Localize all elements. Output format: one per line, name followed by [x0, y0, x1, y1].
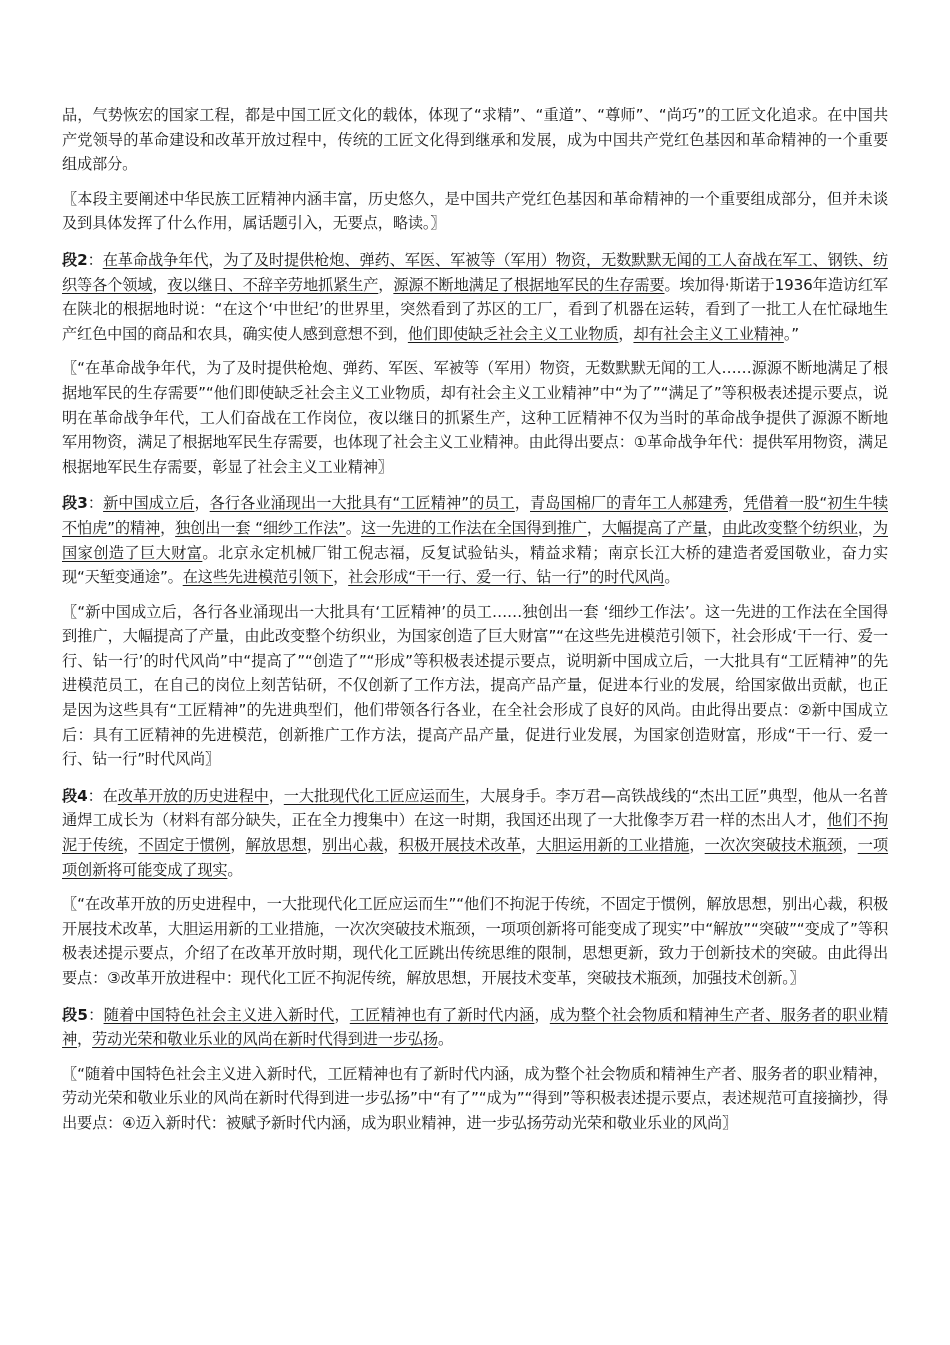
text-run: ，	[160, 518, 176, 537]
paragraph-2	[62, 248, 888, 346]
text-run: ，	[334, 1005, 350, 1024]
text-run: ，	[586, 518, 602, 537]
underlined-phrase: 为了及时提供枪炮、弹药、军医、军被等（军用）物资，无数默默无闻的工人奋战在军工、钢铁、纺织等各个领域	[62, 250, 888, 294]
text-run: ，	[333, 568, 349, 587]
paragraph-label: 段2	[62, 250, 88, 269]
text-run: ，	[378, 275, 394, 294]
text-run: 。	[227, 860, 243, 879]
underlined-phrase: 却有社会主义工业精神	[633, 324, 784, 343]
analysis-note-2: 〖“在革命战争年代，为了及时提供枪炮、弹药、军医、军被等（军用）物资，无数默默无闻的工人……源源不断地满足了根据地军民的生存需要”“他们即使缺乏社会主义工业物质，却有社会主义工业精神”中“为了”“满足了”等积极表述提示要点，说明在革命战争年代，工人们奋战在工作岗位，夜以继日的抓紧生产，这种工匠精神不仅为当时的革命战争提供了源源不断地军用物资，满足了根据地军民生存需要，也体现了社会主义工业精神。由此得出要点：①革命战争年代：提供军用物资，满足根据地军民生存需要，彰显了社会主义工业精神〗	[62, 359, 888, 476]
underlined-phrase: 为国家创造了巨大财富	[62, 518, 888, 562]
underlined-phrase: 不固定于惯例	[138, 836, 231, 855]
text-run: ，	[514, 494, 531, 513]
underlined-phrase: 随着中国特色社会主义进入新时代	[103, 1005, 335, 1024]
text-run: ，	[618, 324, 634, 343]
text-run: 。”	[783, 324, 799, 343]
text-run: ，	[534, 1005, 550, 1024]
paragraph-label: 段3	[62, 494, 88, 513]
underlined-phrase: 工匠精神也有了新时代内涵	[349, 1005, 535, 1024]
underlined-phrase: 大胆运用新的工业措施	[536, 836, 690, 855]
paragraph-3	[62, 491, 888, 589]
underlined-phrase: 各行各业涌现出一大批具有“工匠精神”的员工	[209, 494, 515, 513]
paragraph-5	[62, 1003, 888, 1052]
text-run: ，	[77, 1030, 93, 1049]
text-run: ，	[521, 836, 537, 855]
underlined-phrase: 新中国成立后	[103, 494, 195, 513]
text-run: ，	[230, 836, 246, 855]
underlined-phrase: 在这些先进模范引领下	[182, 568, 334, 587]
underlined-phrase: 由此改变整个纺织业	[722, 518, 858, 537]
underlined-phrase: 大幅提高了产量	[601, 518, 708, 537]
analysis-note-5: 〖“随着中国特色社会主义进入新时代，工匠精神也有了新时代内涵，成为整个社会物质和精神生产者、服务者的职业精神，劳动光荣和敬业乐业的风尚在新时代得到进一步弘扬”中“有了”“成为”“得到”等积极表述提示要点，表述规范可直接摘抄，得出要点：④迈入新时代：被赋予新时代内涵，成为职业精神，进一步弘扬劳动光荣和敬业乐业的风尚〗	[62, 1064, 888, 1132]
underlined-phrase: 凭借着一股“初生牛犊不怕虎”的精神	[62, 494, 888, 537]
underlined-phrase: 青岛国棉厂的青年工人郝建秀	[530, 494, 728, 513]
text-run: ：	[87, 1005, 104, 1024]
text-run: ，	[727, 494, 744, 513]
underlined-phrase: 他们不拘泥于传统	[62, 811, 888, 855]
underlined-phrase: 他们即使缺乏社会主义工业物质	[407, 324, 619, 343]
underlined-phrase: 解放思想	[245, 836, 307, 855]
analysis-note-4: 〖“在改革开放的历史进程中，一大批现代化工匠应运而生”“他们不拘泥于传统，不固定于惯例，解放思想，别出心裁，积极开展技术改革，大胆运用新的工业措施，一次次突破技术瓶颈，一项项创新将可能变成了现实”中“解放”“突破”“变成了”等积极表述提示要点，介绍了在改革开放时期，现代化工匠跳出传统思维的限制，思想更新，致力于创新技术的突破。由此得出要点：③改革开放进程中：现代化工匠不拘泥传统，解放思想，开展技术变革，突破技术瓶颈，加强技术创新。〗	[62, 895, 888, 987]
analysis-note-intro: 〖本段主要阐述中华民族工匠精神内涵丰富，历史悠久，是中国共产党红色基因和革命精神的一个重要组成部分，但并未谈及到具体发挥了什么作用，属话题引入，无要点，略读。〗	[62, 189, 888, 233]
text-run: ，	[842, 836, 858, 855]
text-run: 。北京永定机械厂钳工倪志福，反复试验钻头，精益求精；南京长江大桥的建造者爱国敬业，奋力实现“天堑变通途”。	[62, 543, 888, 587]
underlined-phrase: 源源不断地满足了根据地军民的生存需要	[393, 275, 665, 294]
text-run: 。	[437, 1030, 454, 1049]
text-run: ：	[87, 786, 103, 805]
underlined-phrase: 积极开展技术改革	[398, 836, 522, 855]
paragraph-4	[62, 784, 888, 882]
text-run: ，	[707, 518, 723, 537]
underlined-phrase: 劳动光荣和敬业乐业的风尚在新时代得到进一步弘扬	[92, 1030, 438, 1049]
underlined-phrase: 改革开放的历史进程中	[117, 786, 269, 805]
underlined-phrase: 社会形成“干一行、爱一行、钻一行”的时代风尚	[348, 568, 665, 587]
paragraph-label: 段4	[62, 786, 88, 805]
paragraph-intro: 品，气势恢宏的国家工程，都是中国工匠文化的载体，体现了“求精”、“重道”、“尊师”、“尚巧”的工匠文化追求。在中国共产党领导的革命建设和改革开放过程中，传统的工匠文化得到继承和发展，成为中国共产党红色基因和革命精神的一个重要组成部分。	[62, 106, 888, 174]
text-run: 。埃加得·斯诺于1936年造访红军在陕北的根据地时说：“在这个‘中世纪’的世界里，突然看到了苏区的工厂，看到了机器在运转，看到了一批工人在忙碌地生产红色中国的商品和农具，确实使人感到意想不到，	[62, 275, 888, 343]
text-run: ，大展身手。李万君—高铁战线的“杰出工匠”典型，他从一名普通焊工成长为（材料有部分缺失，正在全力搜集中）在这一时期，我国还出现了一大批像李万君一样的杰出人才，	[62, 786, 888, 830]
underlined-phrase: 在革命战争年代	[102, 250, 209, 269]
text-run: ，	[194, 494, 210, 513]
underlined-phrase: 夜以继日、不辞辛劳地抓紧生产	[167, 275, 379, 294]
text-run: 。	[345, 518, 361, 537]
text-run: ，	[123, 836, 139, 855]
text-run: 在	[102, 786, 118, 805]
underlined-phrase: 一大批现代化工匠应运而生	[283, 786, 465, 805]
text-run: ，	[152, 275, 168, 294]
text-run: ，	[306, 836, 323, 855]
text-run: 。	[664, 568, 680, 587]
underlined-phrase: 这一先进的工作法在全国得到推广	[360, 518, 587, 537]
text-run: ，	[208, 250, 224, 269]
text-run: ，	[383, 836, 399, 855]
underlined-phrase: 别出心裁	[322, 836, 384, 855]
underlined-phrase: 成为整个社会物质和精神生产者、服务者的职业精神	[62, 1005, 888, 1049]
document-page	[62, 103, 888, 1136]
text-run: ，	[268, 786, 284, 805]
text-run: ，	[857, 518, 873, 537]
paragraph-label: 段5	[62, 1005, 88, 1024]
text-run: ：	[87, 494, 104, 513]
text-run: ，	[689, 836, 705, 855]
underlined-phrase: 一次次突破技术瓶颈	[704, 836, 843, 855]
analysis-note-3: 〖“新中国成立后，各行各业涌现出一大批具有‘工匠精神’的员工……独创出一套 ‘细纱工作法’。这一先进的工作法在全国得到推广，大幅提高了产量，由此改变整个纺织业，为国家创造了巨大财富”“在这些先进模范引领下，社会形成‘干一行、爱一行、钻一行’的时代风尚”中“提高了”“创造了”“形成”等积极表述提示要点，说明新中国成立后，一大批具有“工匠精神”的先进模范员工，在自己的岗位上刻苦钻研，不仅创新了工作方法，提高产品产量，促进本行业的发展，给国家做出贡献，也正是因为这些具有“工匠精神”的先进典型们，他们带领各行各业，在全社会形成了良好的风尚。由此得出要点：②新中国成立后：具有工匠精神的先进模范，创新推广工作方法，提高产品产量，促进行业发展，为国家创造财富，形成“干一行、爱一行、钻一行”时代风尚〗	[62, 602, 888, 769]
underlined-phrase: 独创出一套 “细纱工作法”	[175, 518, 346, 537]
text-run: ：	[87, 250, 103, 269]
underlined-phrase: 一项项创新将可能变成了现实	[62, 836, 889, 879]
